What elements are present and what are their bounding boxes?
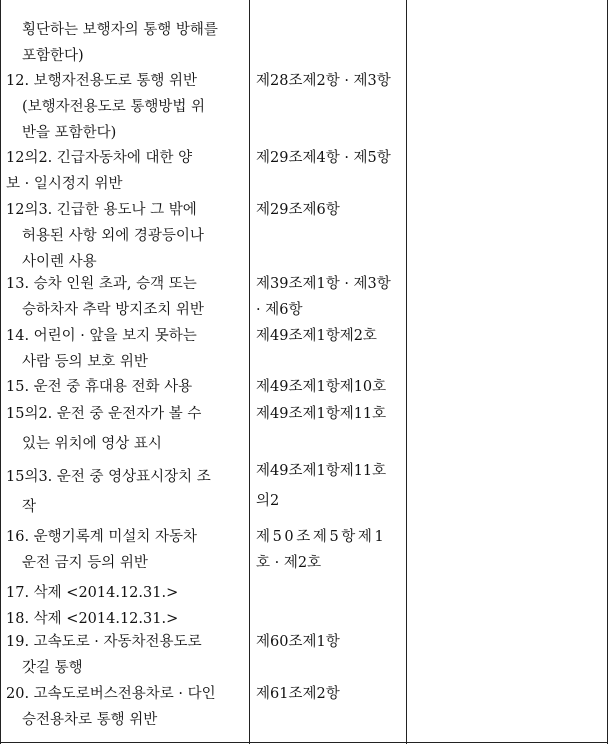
law-reference-text: 제49조제1항제11호 xyxy=(256,463,387,479)
law-reference-text: 제49조제1항제11호 xyxy=(256,406,387,422)
law-reference-text: · 제6항 xyxy=(256,302,303,318)
violation-text: 갓길 통행 xyxy=(22,660,83,676)
violation-text: 있는 위치에 영상 표시 xyxy=(22,436,162,452)
law-reference xyxy=(256,374,404,400)
law-reference-text: 의2 xyxy=(256,493,280,509)
table-row xyxy=(6,68,246,146)
law-reference xyxy=(256,681,404,707)
table-border-left xyxy=(0,0,1,744)
violation-text: 18. 삭제 <2014.12.31.> xyxy=(6,611,179,627)
violation-text: 사람 등의 보호 위반 xyxy=(22,354,148,370)
violation-text: 반을 포함한다) xyxy=(22,125,117,141)
table-row xyxy=(6,464,246,520)
law-reference-text: 호 · 제2호 xyxy=(256,555,322,571)
law-reference xyxy=(256,68,404,94)
violation-text: 12. 보행자전용도로 통행 위반 xyxy=(6,73,197,89)
table-row xyxy=(6,197,246,275)
table-row xyxy=(6,323,246,375)
law-reference xyxy=(256,197,404,223)
violation-text: 승하차자 추락 방지조치 위반 xyxy=(22,302,204,318)
violation-text: 15. 운전 중 휴대용 전화 사용 xyxy=(6,379,193,395)
violation-text: 15의2. 운전 중 운전자가 볼 수 xyxy=(6,406,202,422)
column-divider-2 xyxy=(406,0,407,744)
violation-text: 보 · 일시정지 위반 xyxy=(6,176,123,192)
violation-text: 횡단하는 보행자의 통행 방해를 xyxy=(22,22,218,38)
law-reference xyxy=(256,458,404,514)
law-reference xyxy=(256,524,404,576)
table-row xyxy=(6,17,246,69)
law-reference xyxy=(256,323,404,349)
law-reference-text: 제28조제2항 · 제3항 xyxy=(256,73,391,89)
violation-text: 작 xyxy=(22,499,37,515)
violation-text: 12의2. 긴급자동차에 대한 양 xyxy=(6,150,193,166)
table-bottom-border xyxy=(0,742,607,743)
violation-text: 포함한다) xyxy=(22,48,84,64)
table-row xyxy=(6,374,246,400)
violation-text: 16. 운행기록계 미설치 자동차 xyxy=(6,529,197,545)
table-row xyxy=(6,580,246,606)
law-reference-text: 제61조제2항 xyxy=(256,686,340,702)
table-row xyxy=(6,681,246,733)
violation-text: 사이렌 사용 xyxy=(22,254,97,270)
violation-text: 17. 삭제 <2014.12.31.> xyxy=(6,585,179,601)
law-reference-text: 제60조제1항 xyxy=(256,634,340,650)
violation-text: 19. 고속도로 · 자동차전용도로 xyxy=(6,634,202,650)
table-border-right xyxy=(607,0,608,744)
table-row xyxy=(6,145,246,197)
column-divider-1 xyxy=(249,0,250,744)
law-reference xyxy=(256,145,404,171)
law-reference xyxy=(256,401,404,427)
table-row xyxy=(6,271,246,323)
law-reference-text: 제39조제1항 · 제3항 xyxy=(256,276,391,292)
violation-text: 허용된 사항 외에 경광등이나 xyxy=(22,228,204,244)
violation-text: 13. 승차 인원 초과, 승객 또는 xyxy=(6,276,197,292)
law-reference xyxy=(256,271,404,323)
table-row xyxy=(6,629,246,681)
law-reference-text: 제29조제6항 xyxy=(256,202,340,218)
violation-text: 운전 금지 등의 위반 xyxy=(22,555,148,571)
table-row xyxy=(6,401,246,457)
law-reference xyxy=(256,629,404,655)
law-reference-text: 제49조제1항제10호 xyxy=(256,379,387,395)
violation-text: 15의3. 운전 중 영상표시장치 조 xyxy=(6,469,211,485)
law-reference-text: 제49조제1항제2호 xyxy=(256,328,377,344)
law-reference-text: 제50조제5항제1 xyxy=(256,529,387,545)
violation-text: (보행자전용도로 통행방법 위 xyxy=(22,99,205,115)
violation-text: 14. 어린이 · 앞을 보지 못하는 xyxy=(6,328,197,344)
table-row xyxy=(6,524,246,576)
violation-text: 20. 고속도로버스전용차로 · 다인 xyxy=(6,686,216,702)
violation-text: 12의3. 긴급한 용도나 그 밖에 xyxy=(6,202,197,218)
law-reference-text: 제29조제4항 · 제5항 xyxy=(256,150,391,166)
violation-text: 승전용차로 통행 위반 xyxy=(22,712,158,728)
